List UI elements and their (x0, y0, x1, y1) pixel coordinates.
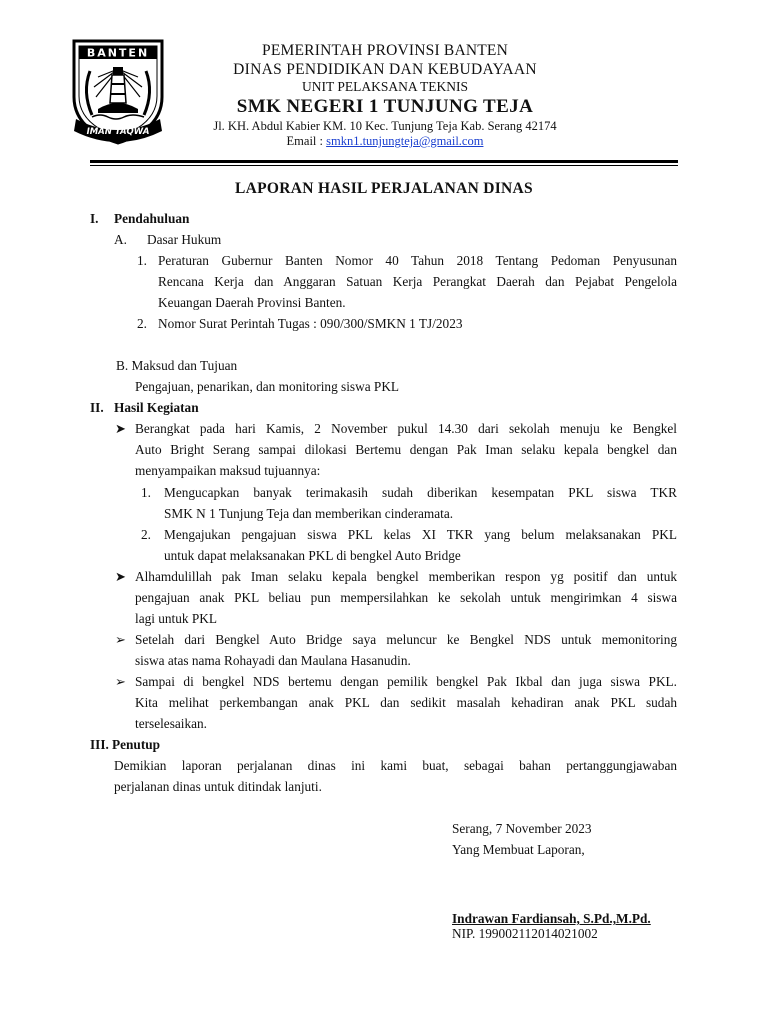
activity-1-line: Berangkat pada hari Kamis, 2 November pukul 14.30 dari sekolah menuju ke Bengkel (135, 421, 677, 436)
legal-item-2-number: 2. (137, 316, 147, 331)
activity-2-line: pengajuan anak PKL beliau pun mempersilahkan ke sekolah untuk mengirimkan 4 siswa (135, 590, 677, 605)
arrow-bullet-icon: ➤ (115, 421, 126, 436)
activity-sub-1-line: Mengucapkan banyak terimakasih sudah diberikan kesempatan PKL siswa TKR (164, 485, 677, 500)
activity-sub-2-number: 2. (141, 527, 151, 542)
activity-3-line: siswa atas nama Rohayadi dan Maulana Hasanudin. (135, 653, 411, 668)
signer-nip: NIP. 199002112014021002 (452, 926, 598, 941)
legal-item-1-number: 1. (137, 253, 147, 268)
section-1-heading: Pendahuluan (114, 211, 190, 226)
activity-sub-1-number: 1. (141, 485, 151, 500)
section-3-heading: Penutup (112, 737, 161, 752)
section-2-number: II. (90, 400, 104, 415)
closing-line: Demikian laporan perjalanan dinas ini kami buat, sebagai bahan pertanggungjawaban (114, 758, 677, 773)
arrow-bullet-icon: ➢ (115, 674, 126, 689)
kop-line-3: UNIT PELAKSANA TEKNIS (301, 79, 468, 94)
closing-line: perjalanan dinas untuk ditindak lanjuti. (114, 779, 322, 794)
legal-item-1-line: Keuangan Daerah Provinsi Banten. (158, 295, 346, 310)
letterhead-divider-thick (90, 160, 678, 163)
arrow-bullet-icon: ➢ (115, 632, 126, 647)
signer-name: Indrawan Fardiansah, S.Pd.,M.Pd. (452, 911, 651, 926)
activity-sub-2-line: Mengajukan pengajuan siswa PKL kelas XI TKR yang belum melaksanakan PKL (164, 527, 677, 542)
section-3-number: III. (90, 737, 109, 752)
activity-1-line: menyampaikan maksud tujuannya: (135, 463, 321, 478)
arrow-bullet-icon: ➤ (115, 569, 126, 584)
activity-2-line: lagi untuk PKL (135, 611, 217, 626)
legal-item-2-line: Nomor Surat Perintah Tugas : 090/300/SMKN 1 TJ/2023 (158, 316, 463, 331)
activity-3-line: Setelah dari Bengkel Auto Bridge saya meluncur ke Bengkel NDS untuk memonitoring (135, 632, 677, 647)
place-date: Serang, 7 November 2023 (452, 821, 592, 836)
banten-emblem-logo (68, 37, 168, 147)
section-2-heading: Hasil Kegiatan (114, 400, 199, 415)
subsection-a-label: A. (114, 232, 127, 247)
school-name: SMK NEGERI 1 TUNJUNG TEJA (236, 96, 534, 117)
letterhead-divider-thin (90, 165, 678, 166)
subsection-b-text: Pengajuan, penarikan, dan monitoring siswa PKL (135, 379, 400, 394)
letterhead (170, 42, 600, 149)
email-line (170, 134, 600, 149)
activity-1-line: Auto Bright Serang sampai dilokasi Bertemu dengan Pak Iman selaku kepala bengkel dan (135, 442, 677, 457)
kop-line-2: DINAS PENDIDIKAN DAN KEBUDAYAAN (233, 61, 537, 78)
school-address: Jl. KH. Abdul Kabier KM. 10 Kec. Tunjung Teja Kab. Serang 42174 (213, 119, 557, 133)
activity-4-line: terselesaikan. (135, 716, 207, 731)
document-title: LAPORAN HASIL PERJALANAN DINAS (235, 180, 533, 197)
legal-item-1-line: Rencana Kerja dan Anggaran Satuan Kerja Perangkat Daerah dan Pejabat Pengelola (158, 274, 677, 289)
activity-sub-2-line: untuk dapat melaksanakan PKL di bengkel Auto Bridge (164, 548, 461, 563)
logo-text-banten: BANTEN (86, 46, 150, 60)
activity-sub-1-line: SMK N 1 Tunjung Teja dan memberikan cinderamata. (164, 506, 454, 521)
activity-2-line: Alhamdulillah pak Iman selaku kepala bengkel memberikan respon yg positif dan untuk (135, 569, 677, 584)
activity-4-line: Sampai di bengkel NDS bertemu dengan pemilik bengkel Pak Ikbal dan juga siswa PKL. (135, 674, 677, 689)
signer-role: Yang Membuat Laporan, (452, 842, 585, 857)
logo-text-iman-taqwa: IMAN TAQWA (86, 127, 150, 137)
activity-4-line: Kita melihat perkembangan anak PKL dan sedikit masalah kehadiran anak PKL sudah (135, 695, 677, 710)
email-label: Email : (286, 134, 327, 148)
subsection-b-title: B. Maksud dan Tujuan (116, 358, 238, 373)
email-link[interactable]: smkn1.tunjungteja@gmail.com (326, 134, 484, 148)
subsection-a-title: Dasar Hukum (147, 232, 222, 247)
section-1-number: I. (90, 211, 99, 226)
legal-item-1-line: Peraturan Gubernur Banten Nomor 40 Tahun 2018 Tentang Pedoman Penyusunan (158, 253, 677, 268)
kop-line-1: PEMERINTAH PROVINSI BANTEN (262, 42, 508, 59)
